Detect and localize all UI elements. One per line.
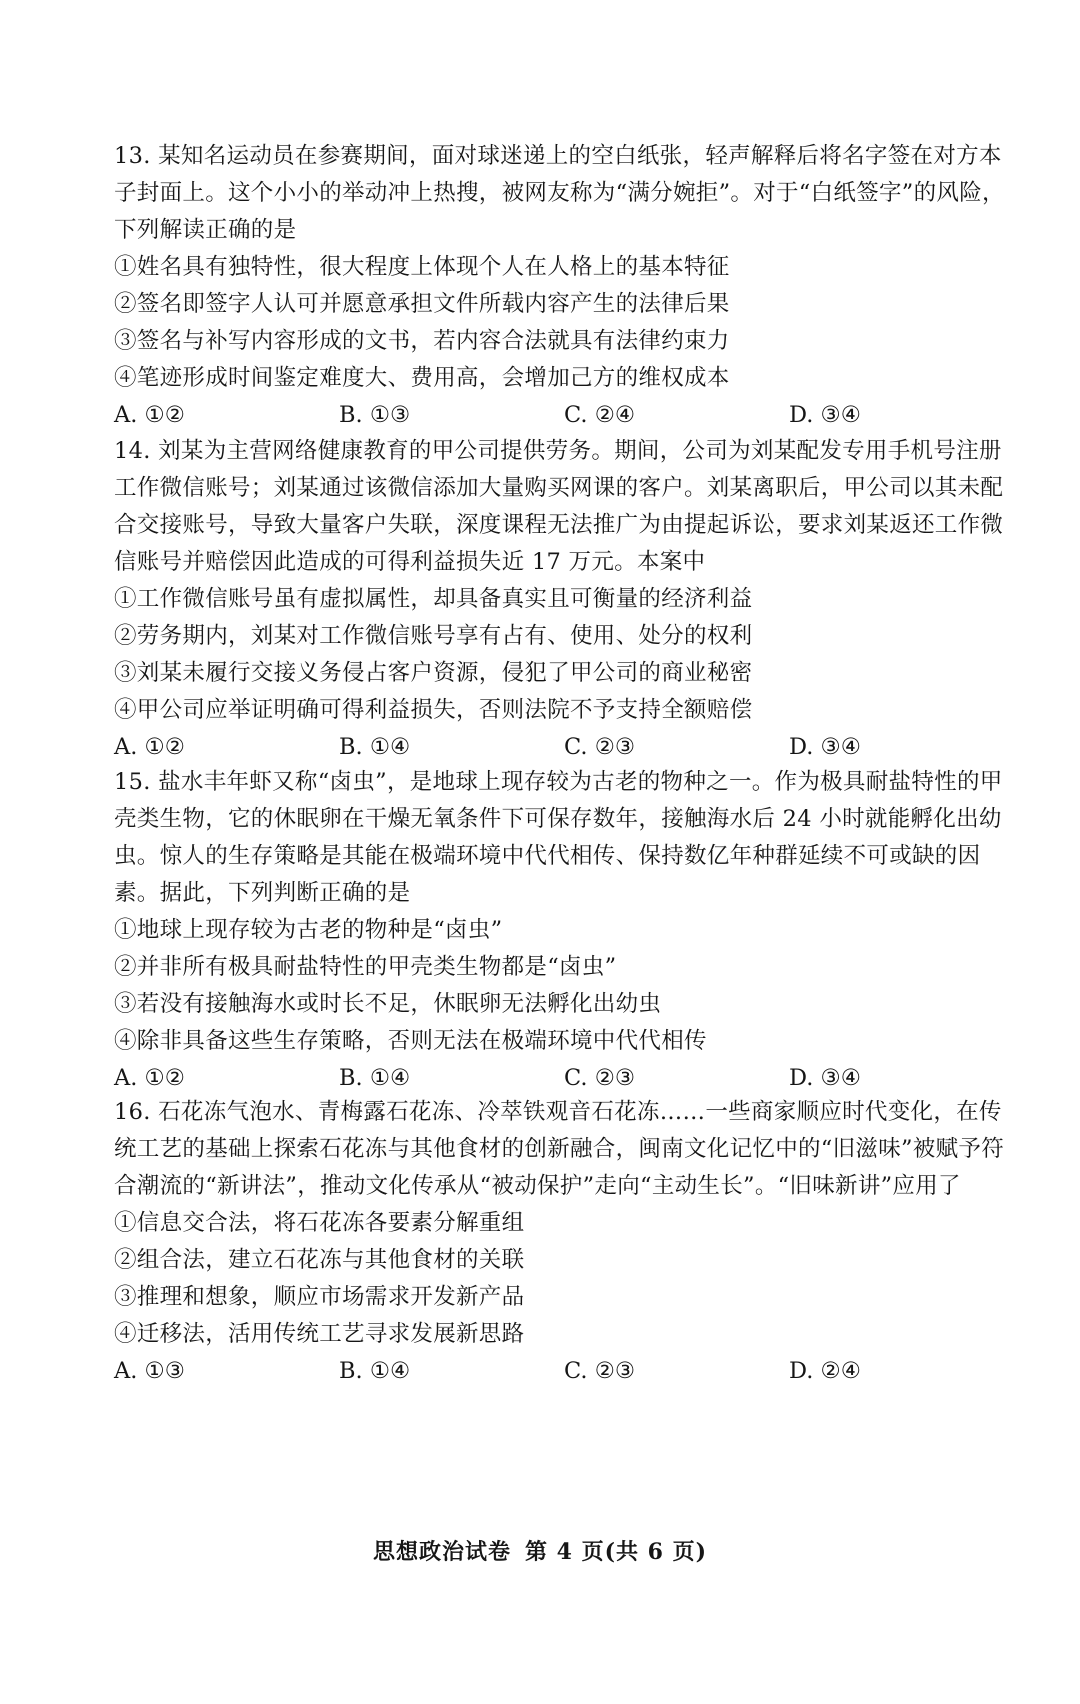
choice-a: A. ①② xyxy=(114,1065,185,1091)
exam-subject: 思想政治试卷 xyxy=(372,1539,511,1565)
statement-option-2: ②劳务期内，刘某对工作微信账号享有占有、使用、处分的权利 xyxy=(114,623,753,649)
choice-b: B. ①④ xyxy=(339,1065,411,1091)
answer-choices xyxy=(114,397,1014,434)
page-footer xyxy=(0,1535,1080,1566)
question-15 xyxy=(114,764,1014,1097)
statement-option-3: ③签名与补写内容形成的文书，若内容合法就具有法律约束力 xyxy=(114,328,730,354)
choice-b: B. ①④ xyxy=(339,734,411,760)
choice-d: D. ③④ xyxy=(789,734,861,760)
statement-option-4: ④笔迹形成时间鉴定难度大、费用高，会增加己方的维权成本 xyxy=(114,365,730,391)
statement-option-1: ①姓名具有独特性，很大程度上体现个人在人格上的基本特征 xyxy=(114,254,730,280)
statement-option-2: ②并非所有极具耐盐特性的甲壳类生物都是“卤虫” xyxy=(114,954,617,980)
statement-option-3: ③推理和想象，顺应市场需求开发新产品 xyxy=(114,1284,525,1310)
question-stem: 14. 刘某为主营网络健康教育的甲公司提供劳务。期间，公司为刘某配发专用手机号注册工作微信账号；刘某通过该微信添加大量购买网课的客户。刘某离职后，甲公司以其未配合交接账号，导致大量客户失联，深度课程无法推广为由提起诉讼，要求刘某返还工作微信账号并赔偿因此造成的可得利益损失近 17 万元。本案中 xyxy=(114,438,1004,575)
question-stem: 13. 某知名运动员在参赛期间，面对球迷递上的空白纸张，轻声解释后将名字签在对方本子封面上。这个小小的举动冲上热搜，被网友称为“满分婉拒”。对于“白纸签字”的风险，下列解读正确的是 xyxy=(114,143,1005,243)
question-14 xyxy=(114,433,1014,766)
choice-d: D. ③④ xyxy=(789,1065,861,1091)
statement-option-1: ①工作微信账号虽有虚拟属性，却具备真实且可衡量的经济利益 xyxy=(114,586,753,612)
choice-a: A. ①② xyxy=(114,402,185,428)
answer-choices xyxy=(114,1060,1014,1097)
choice-d: D. ②④ xyxy=(789,1358,861,1384)
choice-b: B. ①③ xyxy=(339,402,411,428)
answer-choices xyxy=(114,1353,1014,1390)
statement-option-1: ①地球上现存较为古老的物种是“卤虫” xyxy=(114,917,503,943)
statement-option-1: ①信息交合法，将石花冻各要素分解重组 xyxy=(114,1210,525,1236)
statement-option-2: ②签名即签字人认可并愿意承担文件所载内容产生的法律后果 xyxy=(114,291,730,317)
statement-option-2: ②组合法，建立石花冻与其他食材的关联 xyxy=(114,1247,525,1273)
choice-c: C. ②③ xyxy=(564,1358,636,1384)
question-13 xyxy=(114,138,1014,434)
question-stem: 16. 石花冻气泡水、青梅露石花冻、冷萃铁观音石花冻……一些商家顺应时代变化，在传统工艺的基础上探索石花冻与其他食材的创新融合，闽南文化记忆中的“旧滋味”被赋予符合潮流的“新讲法”，推动文化传承从“被动保护”走向“主动生长”。“旧味新讲”应用了 xyxy=(114,1099,1005,1199)
page-number: 第 4 页(共 6 页) xyxy=(524,1539,708,1565)
statement-option-4: ④迁移法，活用传统工艺寻求发展新思路 xyxy=(114,1321,525,1347)
choice-b: B. ①④ xyxy=(339,1358,411,1384)
choice-c: C. ②③ xyxy=(564,1065,636,1091)
question-stem: 15. 盐水丰年虾又称“卤虫”，是地球上现存较为古老的物种之一。作为极具耐盐特性的甲壳类生物，它的休眠卵在干燥无氧条件下可保存数年，接触海水后 24 小时就能孵化出幼虫。惊人的生存策略是其能在极端环境中代代相传、保持数亿年种群延续不可或缺的因素。据此，下列判断正确的是 xyxy=(114,769,1003,906)
choice-a: A. ①② xyxy=(114,734,185,760)
statement-option-4: ④甲公司应举证明确可得利益损失，否则法院不予支持全额赔偿 xyxy=(114,697,753,723)
answer-choices xyxy=(114,729,1014,766)
statement-option-3: ③刘某未履行交接义务侵占客户资源，侵犯了甲公司的商业秘密 xyxy=(114,660,753,686)
choice-a: A. ①③ xyxy=(114,1358,185,1384)
statement-option-3: ③若没有接触海水或时长不足，休眠卵无法孵化出幼虫 xyxy=(114,991,662,1017)
question-16 xyxy=(114,1094,1014,1390)
statement-option-4: ④除非具备这些生存策略，否则无法在极端环境中代代相传 xyxy=(114,1028,707,1054)
choice-c: C. ②④ xyxy=(564,402,636,428)
choice-c: C. ②③ xyxy=(564,734,636,760)
choice-d: D. ③④ xyxy=(789,402,861,428)
